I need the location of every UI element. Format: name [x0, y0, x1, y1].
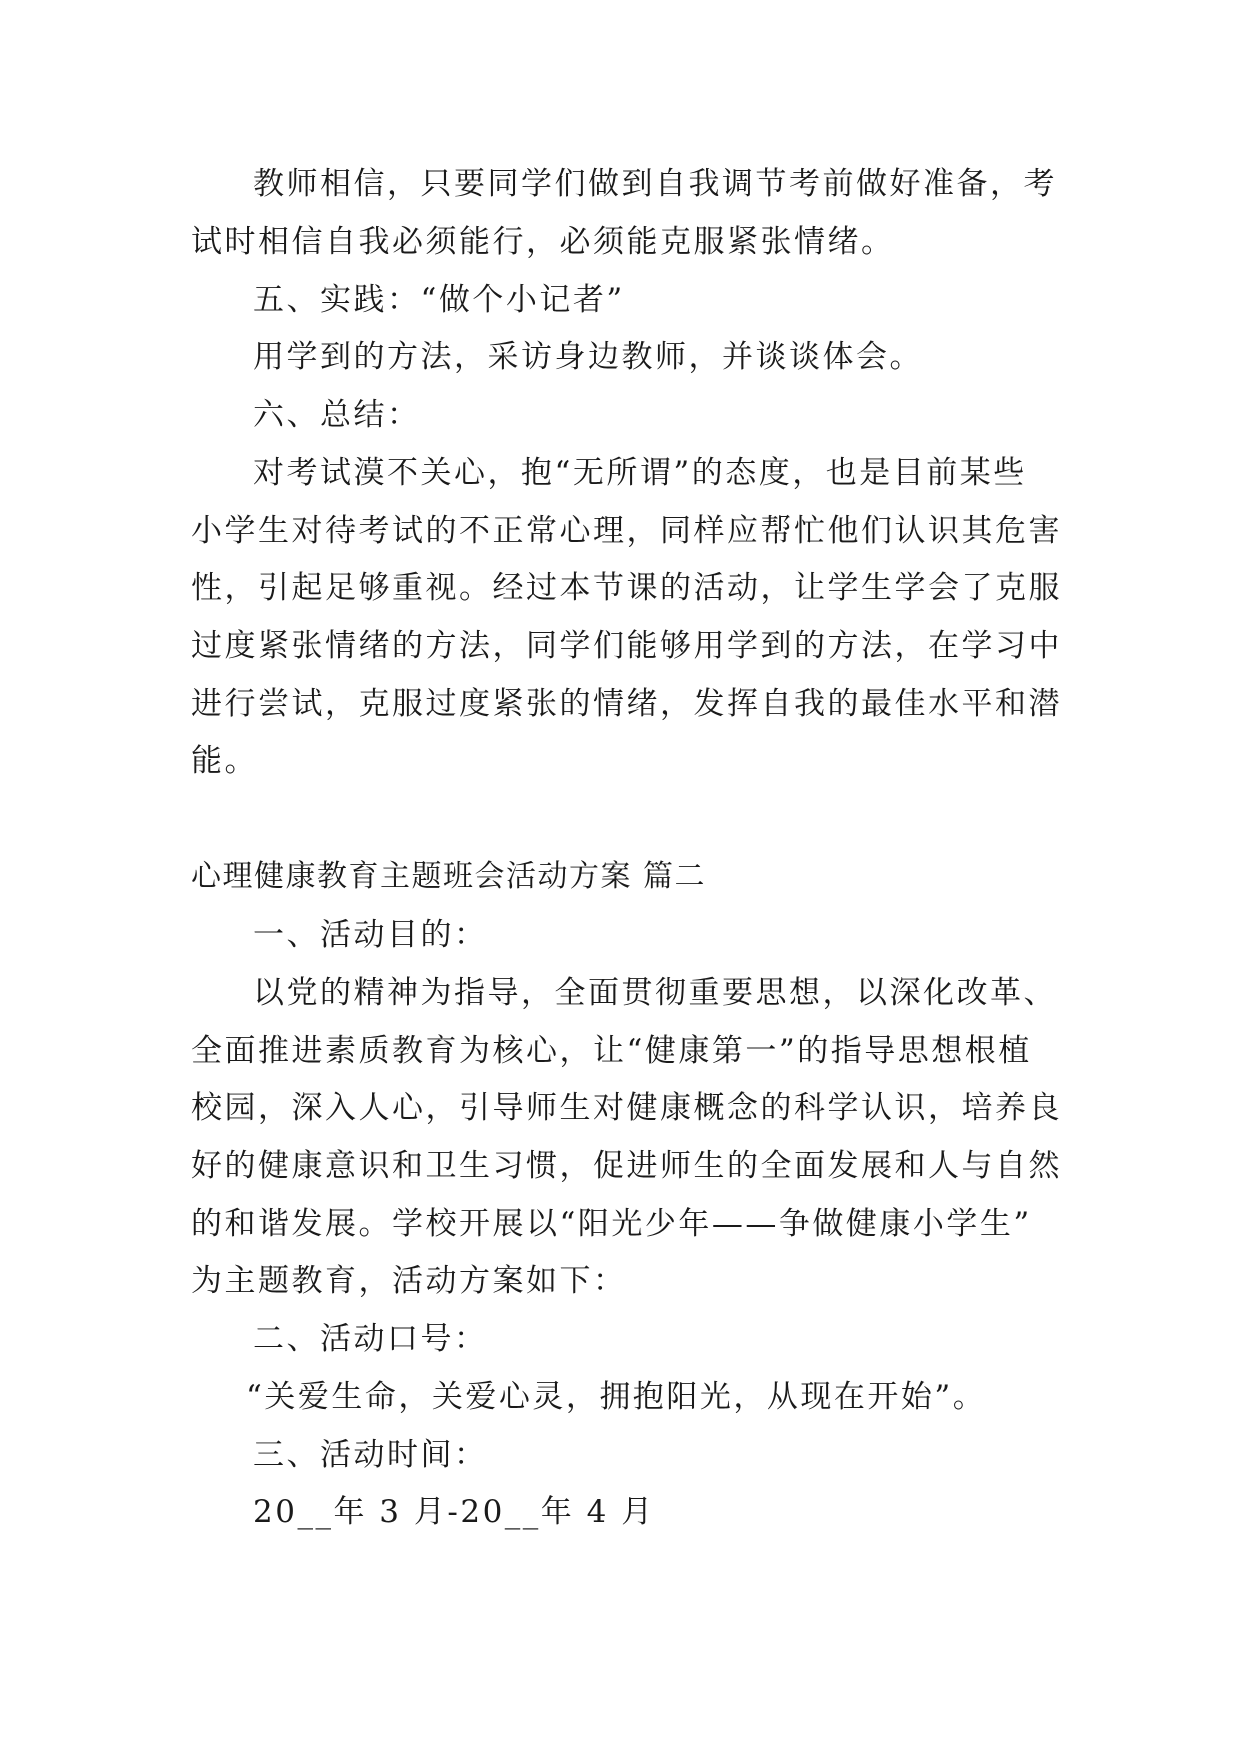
- section-heading-5: 五、实践：“做个小记者”: [253, 282, 625, 318]
- paragraph-line: 全面推进素质教育为核心，让“健康第一”的指导思想根植: [191, 1033, 1032, 1069]
- document-section-title: 心理健康教育主题班会活动方案 篇二: [191, 859, 707, 894]
- paragraph-line: 校园，深入人心，引导师生对健康概念的科学认识，培养良: [191, 1090, 1062, 1126]
- section-heading-1: 一、活动目的：: [253, 917, 488, 953]
- paragraph-line: 进行尝试，克服过度紧张的情绪，发挥自我的最佳水平和潜: [191, 686, 1062, 722]
- paragraph-line: 过度紧张情绪的方法，同学们能够用学到的方法，在学习中: [191, 628, 1062, 664]
- activity-slogan: “关爱生命，关爱心灵，拥抱阳光，从现在开始”。: [246, 1379, 987, 1415]
- paragraph-line: 以党的精神为指导，全面贯彻重要思想，以深化改革、: [253, 975, 1057, 1011]
- paragraph-line: 对考试漠不关心，抱“无所谓”的态度，也是目前某些: [253, 455, 1027, 491]
- section-heading-2: 二、活动口号：: [253, 1321, 488, 1357]
- activity-time: 20__年 3 月-20__年 4 月: [253, 1494, 655, 1530]
- paragraph-line: 小学生对待考试的不正常心理，同样应帮忙他们认识其危害: [191, 513, 1062, 549]
- paragraph-line: 的和谐发展。学校开展以“阳光少年——争做健康小学生”: [191, 1206, 1032, 1242]
- paragraph-line: 能。: [191, 743, 258, 779]
- paragraph-line: 用学到的方法，采访身边教师，并谈谈体会。: [253, 339, 923, 375]
- section-heading-3: 三、活动时间：: [253, 1437, 488, 1473]
- section-heading-6: 六、总结：: [253, 397, 421, 433]
- paragraph-line: 试时相信自我必须能行，必须能克服紧张情绪。: [191, 224, 895, 260]
- paragraph-line: 为主题教育，活动方案如下：: [191, 1263, 627, 1299]
- paragraph-line: 教师相信，只要同学们做到自我调节考前做好准备，考: [253, 166, 1057, 202]
- paragraph-line: 好的健康意识和卫生习惯，促进师生的全面发展和人与自然: [191, 1148, 1062, 1184]
- paragraph-line: 性，引起足够重视。经过本节课的活动，让学生学会了克服: [191, 570, 1062, 606]
